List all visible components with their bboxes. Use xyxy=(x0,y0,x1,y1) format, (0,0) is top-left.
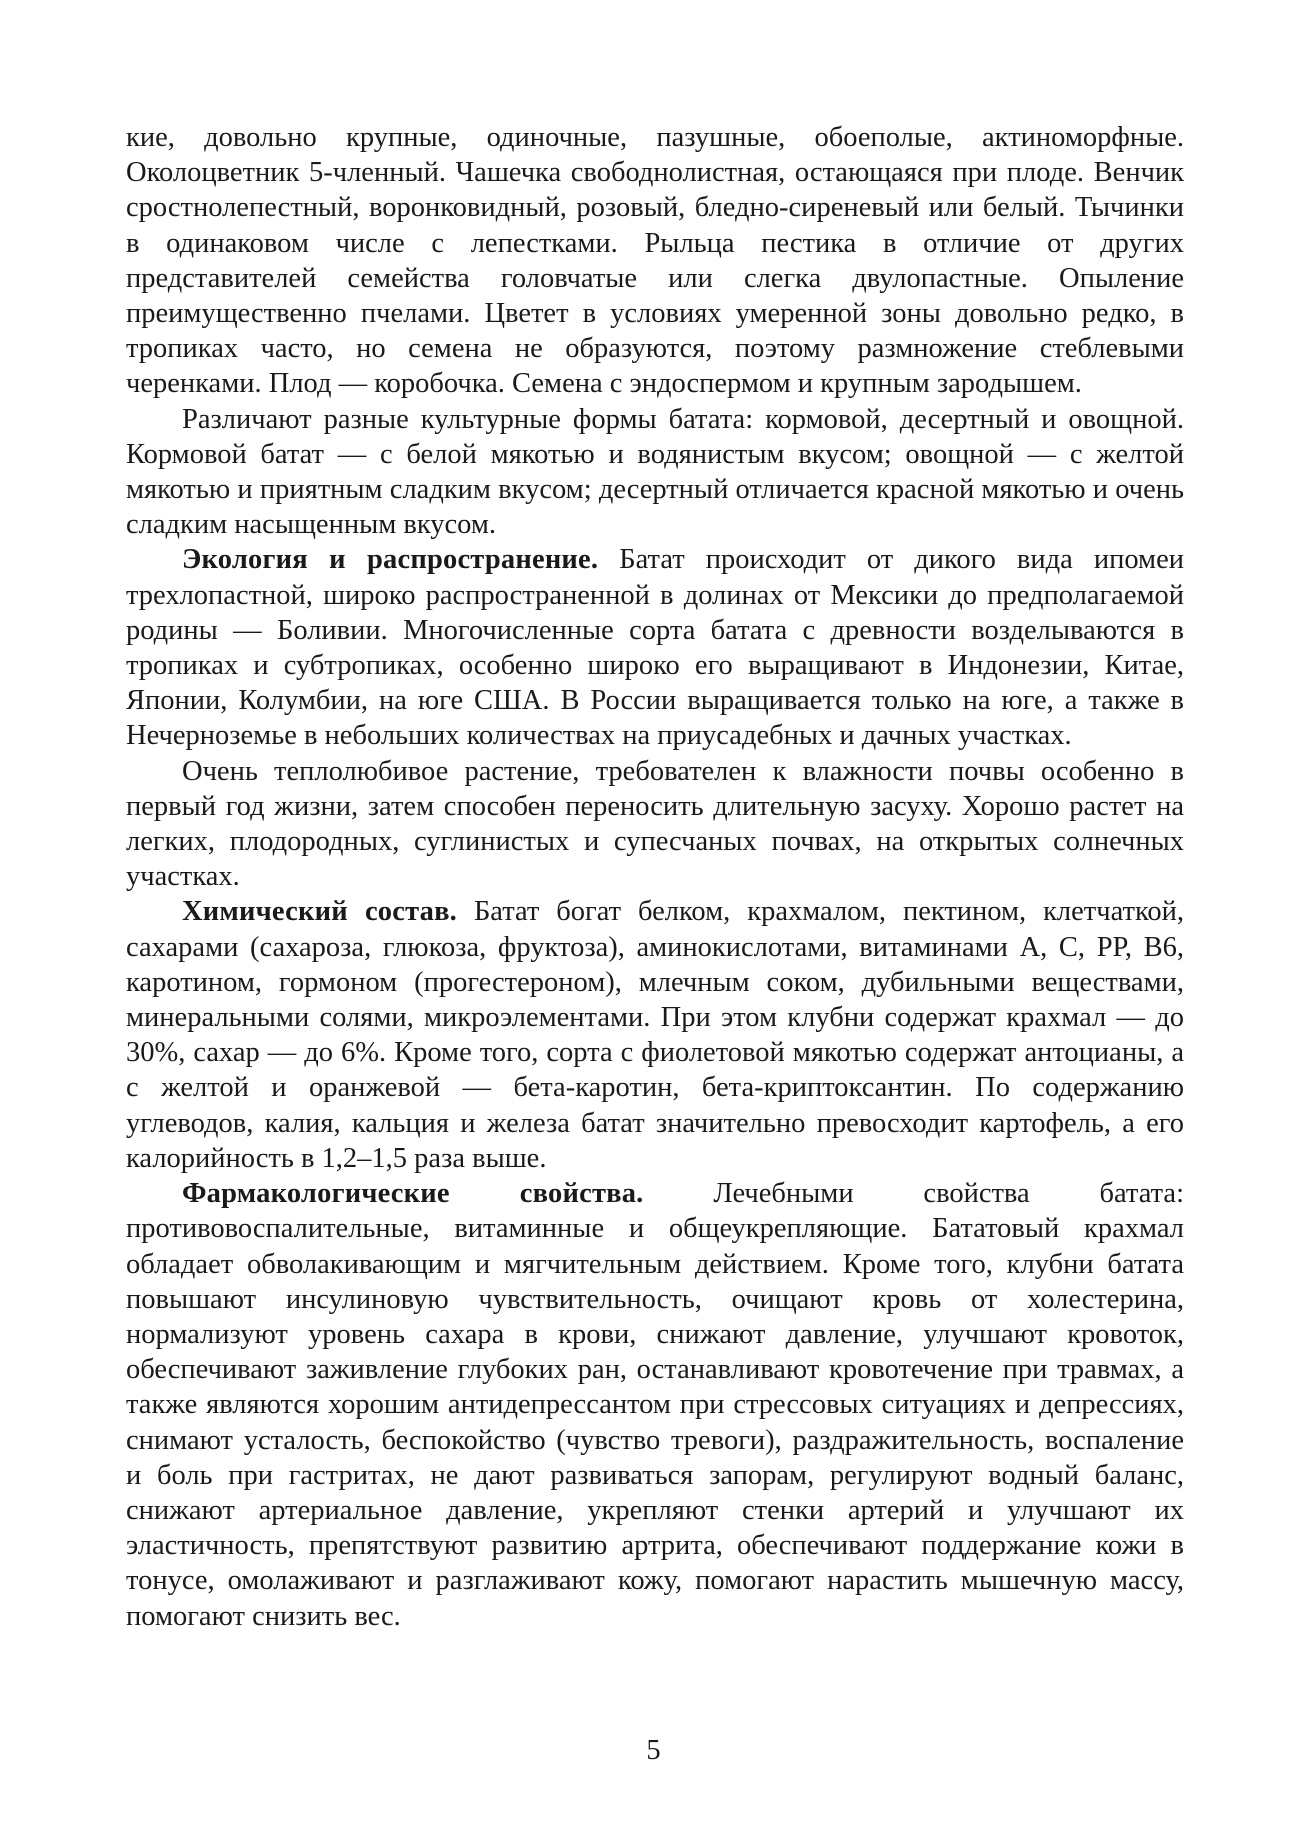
paragraph-text: Очень теплолюбивое растение, требователен к влажности почвы особенно в первый год жизни, затем способен переносить длительную засуху. Хорошо растет на легких, плодородных, суглинистых и супесчаных почвах, на открытых солнечных участках. xyxy=(126,755,1184,893)
section-heading-pharmacology: Фармакологические свойства. xyxy=(182,1178,644,1210)
paragraph-text: Батат богат белком, крахмалом, пектином, клетчаткой, сахарами (сахароза, глюкоза, фруктоза), аминокислотами, витаминами А, С, РР, В6, каротином, гормоном (прогестероном), млечным соком, дубильными веществами, минеральными солями, микроэлементами. При этом клубни содержат крахмал — до 30%, сахар — до 6%. Кроме того, сорта с фиолетовой мякотью содержат антоцианы, а с желтой и оранжевой — бета-каротин, бета-криптоксантин. По содержанию углеводов, калия, кальция и железа батат значительно превосходит картофель, а его калорийность в 1,2–1,5 раза выше. xyxy=(126,896,1184,1174)
page-body xyxy=(126,120,1184,1634)
section-heading-chemical-composition: Химический состав. xyxy=(182,896,458,928)
paragraph-ecology xyxy=(126,542,1184,753)
paragraph-text: Лечебными свойства батата: противовоспалительные, витаминные и общеукрепляющие. Бататовый крахмал обладает обволакивающим и мягчительным действием. Кроме того, клубни батата повышают инсулиновую чувствительность, очищают кровь от холестерина, нормализуют уровень сахара в крови, снижают давление, улучшают кровоток, обеспечивают заживление глубоких ран, останавливают кровотечение при травмах, а также являются хорошим антидепрессантом при стрессовых ситуациях и депрессиях, снимают усталость, беспокойство (чувство тревоги), раздражительность, воспаление и боль при гастритах, не дают развиваться запорам, регулируют водный баланс, снижают артериальное давление, укрепляют стенки артерий и улучшают их эластичность, препятствуют развитию артрита, обеспечивают поддержание кожи в тонусе, омолаживают и разглаживают кожу, помогают нарастить мышечную массу, помогают снизить вес. xyxy=(126,1178,1184,1632)
paragraph-text: Различают разные культурные формы батата: кормовой, десертный и овощной. Кормовой батат — с белой мякотью и водянистым вкусом; овощной — с желтой мякотью и приятным сладким вкусом; десертный отличается красной мякотью и очень сладким насыщенным вкусом. xyxy=(126,403,1184,541)
paragraph-pharmacology xyxy=(126,1176,1184,1634)
section-heading-ecology: Экология и распространение. xyxy=(182,544,599,576)
paragraph-botanical-description xyxy=(126,120,1184,402)
paragraph-cultivated-forms xyxy=(126,402,1184,543)
paragraph-growing-conditions xyxy=(126,754,1184,895)
paragraph-chemical-composition xyxy=(126,894,1184,1176)
paragraph-text: Батат происходит от дикого вида ипомеи трехлопастной, широко распространенной в долинах от Мексики до предполагаемой родины — Боливии. Многочисленные сорта батата с древности возделываются в тропиках и субтропиках, особенно широко его выращивают в Индонезии, Китае, Японии, Колумбии, на юге США. В России выращивается только на юге, а также в Нечерноземье в небольших количествах на приусадебных и дачных участках. xyxy=(126,544,1184,752)
page-number: 5 xyxy=(646,1735,661,1766)
paragraph-text: кие, довольно крупные, одиночные, пазушные, обоеполые, актиноморфные. Околоцветник 5-членный. Чашечка свободнолистная, остающаяся при плоде. Венчик сростнолепестный, воронковидный, розовый, бледно-сиреневый или белый. Тычинки в одинаковом числе с лепестками. Рыльца пестика в отличие от других представителей семейства головчатые или слегка двулопастные. Опыление преимущественно пчелами. Цветет в условиях умеренной зоны довольно редко, в тропиках часто, но семена не образуются, поэтому размножение стеблевыми черенками. Плод — коробочка. Семена с эндоспермом и крупным зародышем. xyxy=(126,122,1184,400)
